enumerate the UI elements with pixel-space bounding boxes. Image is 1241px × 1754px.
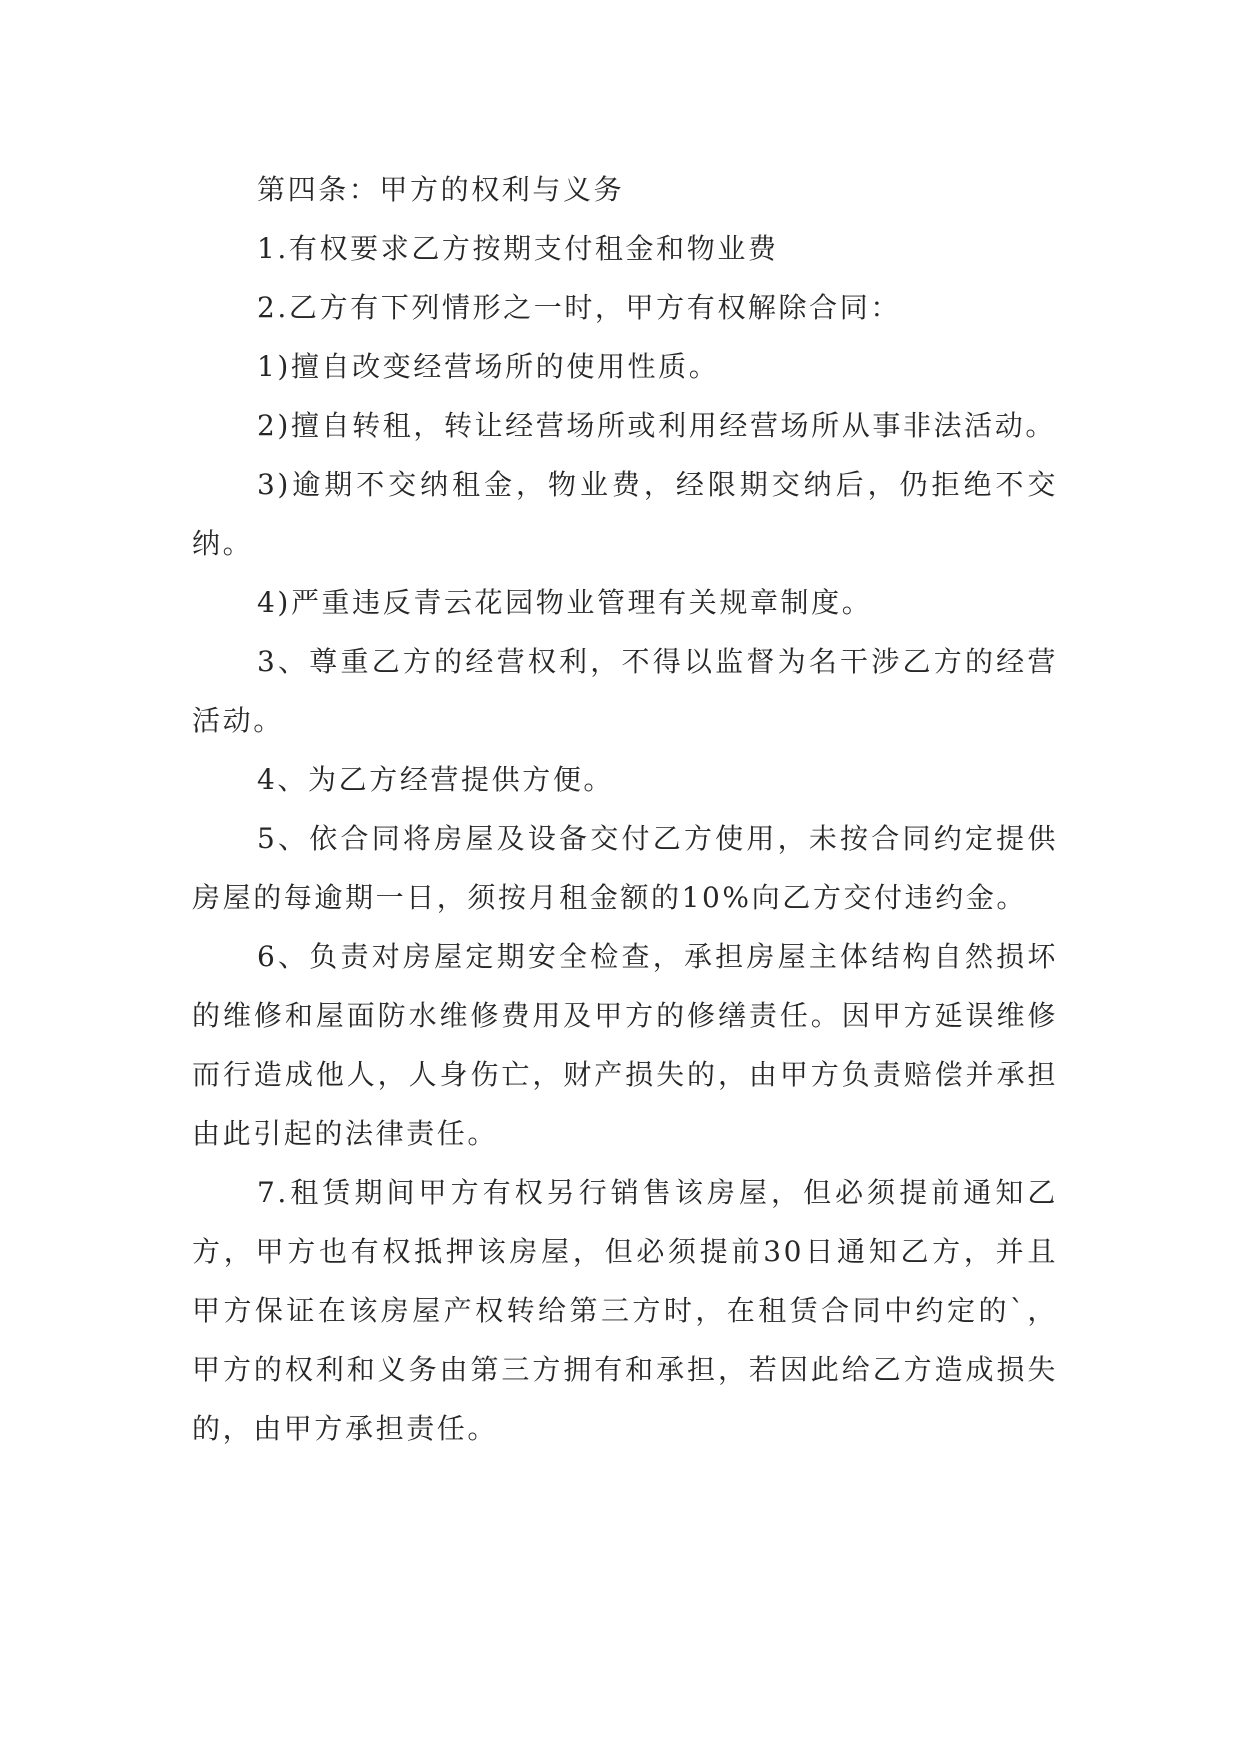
clause-2-item-1: 1)擅自改变经营场所的使用性质。 <box>257 350 720 383</box>
clause-6: 6、负责对房屋定期安全检查，承担房屋主体结构自然损坏的维修和屋面防水维修费用及甲方的修缮责任。因甲方延误维修而行造成他人，人身伤亡，财产损失的，由甲方负责赔偿并承担由此引起的法律责任。 <box>192 940 1058 1150</box>
clause-7: 7.租赁期间甲方有权另行销售该房屋，但必须提前通知乙方，甲方也有权抵押该房屋，但必须提前30日通知乙方，并且甲方保证在该房屋产权转给第三方时，在租赁合同中约定的`，甲方的权利和义务由第三方拥有和承担，若因此给乙方造成损失的，由甲方承担责任。 <box>192 1176 1058 1445</box>
clause-5: 5、依合同将房屋及设备交付乙方使用，未按合同约定提供房屋的每逾期一日，须按月租金额的10%向乙方交付违约金。 <box>192 822 1058 914</box>
clause-2-item-4: 4)严重违反青云花园物业管理有关规章制度。 <box>257 586 873 619</box>
clause-4: 4、为乙方经营提供方便。 <box>257 763 615 796</box>
section-heading: 第四条：甲方的权利与义务 <box>257 173 625 206</box>
clause-2: 2.乙方有下列情形之一时，甲方有权解除合同： <box>257 291 901 324</box>
clause-2-item-2: 2)擅自转租，转让经营场所或利用经营场所从事非法活动。 <box>257 409 1056 442</box>
document-body <box>192 160 1058 1458</box>
clause-3: 3、尊重乙方的经营权利，不得以监督为名干涉乙方的经营活动。 <box>192 645 1058 737</box>
clause-2-item-3: 3)逾期不交纳租金，物业费，经限期交纳后，仍拒绝不交纳。 <box>192 468 1058 560</box>
clause-1: 1.有权要求乙方按期支付租金和物业费 <box>257 232 779 265</box>
